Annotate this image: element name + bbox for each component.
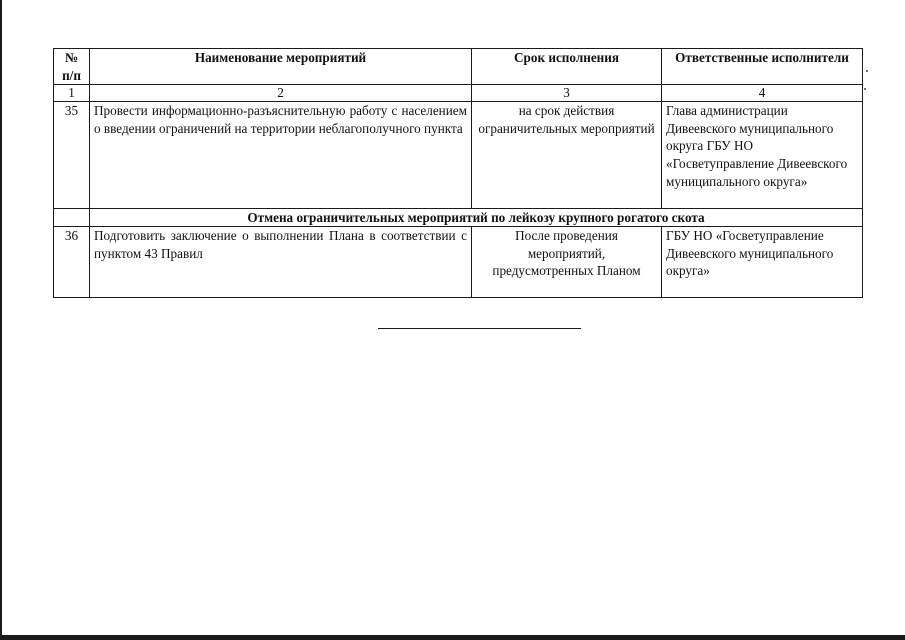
column-number: 2 (90, 85, 472, 102)
row-responsible: Глава администрации Дивеевского муниципального округа ГБУ НО «Госветуправление Дивеевского муниципального округа» (662, 102, 863, 209)
header-deadline: Срок исполнения (472, 49, 662, 85)
scan-speck (864, 88, 866, 90)
column-number: 1 (54, 85, 90, 102)
header-number: № п/п (54, 49, 90, 85)
section-number-cell (54, 209, 90, 227)
row-measure-name: Подготовить заключение о выполнении Плана в соответствии с пунктом 43 Правил (90, 227, 472, 298)
document-end-line (378, 328, 581, 329)
header-name: Наименование мероприятий (90, 49, 472, 85)
row-number: 36 (54, 227, 90, 298)
scan-speck (866, 70, 868, 72)
header-responsible: Ответственные исполнители (662, 49, 863, 85)
measures-table (53, 48, 863, 298)
scan-edge-left (0, 0, 2, 640)
scan-edge-bottom (0, 635, 905, 640)
row-deadline: на срок действия ограничительных мероприятий (472, 102, 662, 209)
row-measure-name: Провести информационно-разъяснительную работу с населением о введении ограничений на территории неблагополучного пункта (90, 102, 472, 209)
row-responsible: ГБУ НО «Госветуправление Дивеевского муниципального округа» (662, 227, 863, 298)
table-row (54, 227, 863, 298)
table-row (54, 102, 863, 209)
section-title: Отмена ограничительных мероприятий по лейкозу крупного рогатого скота (90, 209, 863, 227)
row-number: 35 (54, 102, 90, 209)
section-row (54, 209, 863, 227)
table-header-row (54, 49, 863, 85)
column-number: 3 (472, 85, 662, 102)
row-deadline: После проведения мероприятий, предусмотренных Планом (472, 227, 662, 298)
column-number-row (54, 85, 863, 102)
column-number: 4 (662, 85, 863, 102)
